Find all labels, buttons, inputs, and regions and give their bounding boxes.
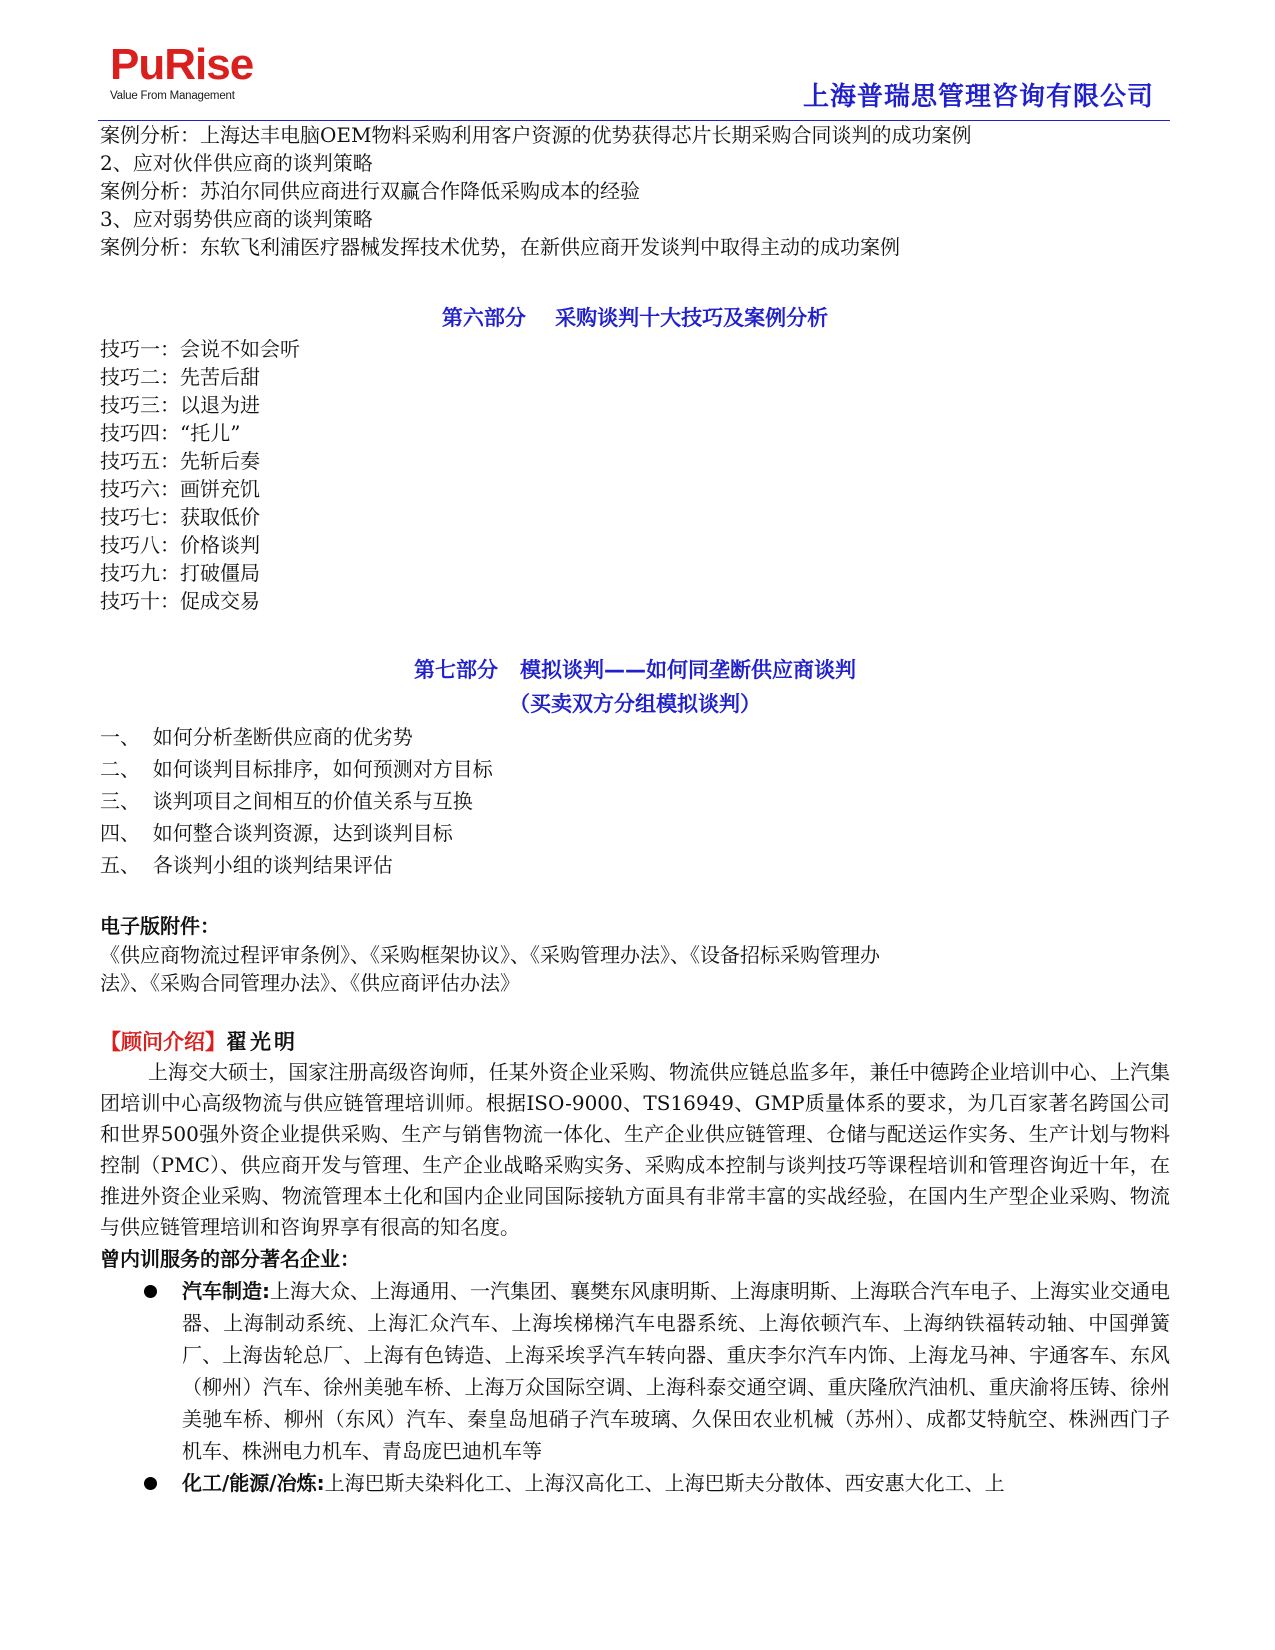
list-item: 技巧一：会说不如会听 [100, 337, 300, 361]
part7-list [100, 721, 1170, 881]
bullet-icon [144, 1477, 157, 1490]
case-line: 案例分析：上海达丰电脑OEM物料采购利用客户资源的优势获得芯片长期采购合同谈判的成功案例 [100, 123, 972, 147]
part6-list [100, 335, 1170, 615]
section-title-part6: 第六部分 采购谈判十大技巧及案例分析 [441, 306, 829, 330]
section-title-part7: 第七部分 模拟谈判——如何同垄断供应商谈判 [414, 658, 856, 682]
list-item: 二、 如何谈判目标排序，如何预测对方目标 [100, 757, 493, 781]
purise-logo [110, 40, 254, 102]
list-item: 技巧三：以退为进 [100, 393, 260, 417]
document-body [100, 121, 1170, 1499]
client-names: 上海大众、上海通用、一汽集团、襄樊东风康明斯、上海康明斯、上海联合汽车电子、上海实业交通电器、上海制动系统、上海汇众汽车、上海埃梯梯汽车电器系统、上海依顿汽车、上海纳铁福转动轴、中国弹簧厂、上海齿轮总厂、上海有色铸造、上海采埃孚汽车转向器、重庆李尔汽车内饰、上海龙马神、宇通客车、东风（柳州）汽车、徐州美驰车桥、上海万众国际空调、上海科泰交通空调、重庆隆欣汽油机、重庆渝将压铸、徐州美驰车桥、柳州（东风）汽车、秦皇岛旭硝子汽车玻璃、久保田农业机械（苏州）、成都艾特航空、株洲西门子机车、株洲电力机车、青岛庞巴迪机车等 [182, 1279, 1170, 1463]
company-name: 上海普瑞思管理咨询有限公司 [802, 82, 1154, 112]
list-item: 四、 如何整合谈判资源，达到谈判目标 [100, 821, 453, 845]
attachments-line: 法》、《采购合同管理办法》、《供应商评估办法》 [100, 971, 520, 995]
list-item: 技巧二：先苦后甜 [100, 365, 260, 389]
list-item: 技巧五：先斩后奏 [100, 449, 260, 473]
case-line: 案例分析：东软飞利浦医疗器械发挥技术优势，在新供应商开发谈判中取得主动的成功案例 [100, 235, 900, 259]
clients-heading: 曾内训服务的部分著名企业： [100, 1247, 360, 1271]
list-item: 三、 谈判项目之间相互的价值关系与互换 [100, 789, 473, 813]
case-line: 案例分析：苏泊尔同供应商进行双赢合作降低采购成本的经验 [100, 179, 640, 203]
list-item: 技巧六：画饼充饥 [100, 477, 260, 501]
consultant-bio: 上海交大硕士，国家注册高级咨询师，任某外资企业采购、物流供应链总监多年，兼任中德跨企业培训中心、上汽集团培训中心高级物流与供应链管理培训师。根据ISO-9000、TS16949、GMP质量体系的要求，为几百家著名跨国公司和世界500强外资企业提供采购、生产与销售物流一体化、生产企业供应链管理、仓储与配送运作实务、生产计划与物料控制（PMC）、供应商开发与管理、生产企业战略采购实务、采购成本控制与谈判技巧等课程培训和管理咨询近十年，在推进外资企业采购、物流管理本土化和国内企业同国际接轨方面具有非常丰富的实战经验，在国内生产型企业采购、物流与供应链管理培训和咨询界享有很高的知名度。 [100, 1060, 1170, 1239]
client-list [100, 1275, 1170, 1499]
spacer [100, 881, 1170, 911]
client-names: 上海巴斯夫染料化工、上海汉高化工、上海巴斯夫分散体、西安惠大化工、上 [324, 1471, 1005, 1495]
client-category: 化工/能源/冶炼: [182, 1471, 325, 1495]
consultant-name: 翟光明 [226, 1030, 298, 1054]
attachments-line: 《供应商物流过程评审条例》、《采购框架协议》、《采购管理办法》、《设备招标采购管理办 [100, 943, 880, 967]
page-header [98, 34, 1170, 120]
logo-wordmark: PuRise [110, 40, 254, 89]
consultant-label: 【顾问介绍】 [100, 1030, 226, 1054]
list-item [100, 1275, 1170, 1467]
part5-tail [100, 121, 1170, 261]
spacer [100, 997, 1170, 1027]
list-item: 技巧十：促成交易 [100, 589, 260, 613]
spacer [100, 261, 1170, 301]
strategy-line: 2、应对伙伴供应商的谈判策略 [100, 151, 373, 175]
client-category: 汽车制造: [182, 1279, 270, 1303]
consultant-heading [100, 1027, 1170, 1057]
list-item: 五、 各谈判小组的谈判结果评估 [100, 853, 393, 877]
list-item: 技巧七：获取低价 [100, 505, 260, 529]
list-item: 技巧四：“托儿” [100, 421, 241, 445]
attachments-heading: 电子版附件： [100, 914, 220, 938]
bullet-icon [144, 1285, 157, 1298]
list-item: 技巧八：价格谈判 [100, 533, 260, 557]
logo-tagline: Value From Management [110, 90, 235, 102]
section-subtitle-part7: （买卖双方分组模拟谈判） [509, 692, 761, 716]
list-item: 技巧九：打破僵局 [100, 561, 260, 585]
strategy-line: 3、应对弱势供应商的谈判策略 [100, 207, 373, 231]
list-item [100, 1467, 1170, 1499]
spacer [100, 615, 1170, 653]
list-item: 一、 如何分析垄断供应商的优劣势 [100, 725, 413, 749]
